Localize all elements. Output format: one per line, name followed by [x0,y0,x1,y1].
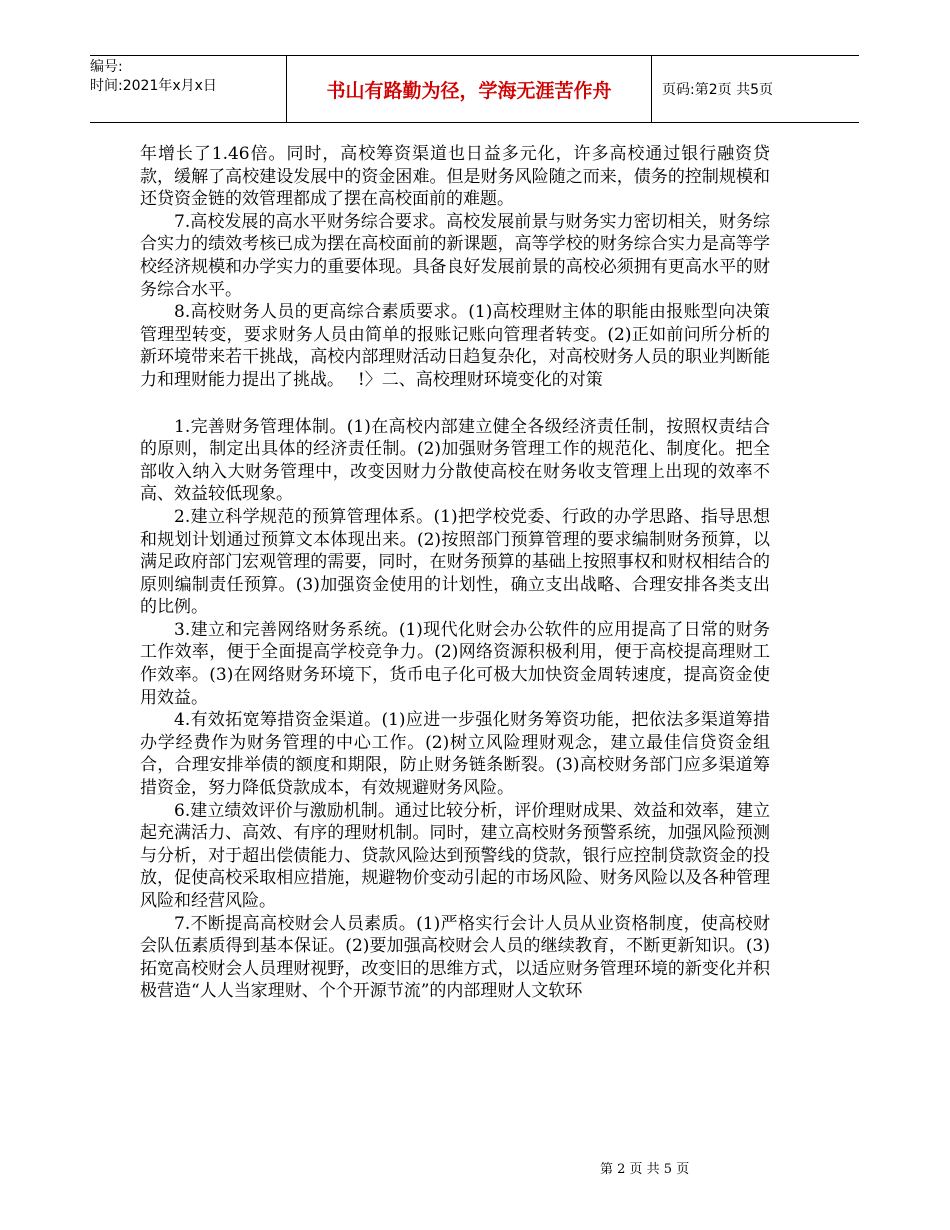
header-meta [90,56,286,122]
paragraph: 2.建立科学规范的预算管理体系。(1)把学校党委、行政的办学思路、指导思想和规划计划通过预算文本体现出来。(2)按照部门预算管理的要求编制财务预算，以满足政府部门宏观管理的需要，同时，在财务预算的基础上按照事权和财权相结合的原则编制责任预算。(3)加强资金使用的计划性，确立支出战略、合理安排各类支出的比例。 [140,506,770,618]
page-header [90,55,859,123]
paragraph: 6.建立绩效评价与激励机制。通过比较分析，评价理财成果、效益和效率，建立起充满活力、高效、有序的理财机制。同时，建立高校财务预警系统，加强风险预测与分析，对于超出偿债能力、贷款风险达到预警线的贷款，银行应控制贷款资金的投放，促使高校采取相应措施，规避物价变动引起的市场风险、财务风险以及各种管理风险和经营风险。 [140,800,770,911]
paragraph: 8.高校财务人员的更高综合素质要求。(1)高校理财主体的职能由报账型向决策管理型转变，要求财务人员由简单的报账记账向管理者转变。(2)正如前问所分析的新环境带来若干挑战，高校内部理财活动日趋复杂化，对高校财务人员的职业判断能力和理财能力提出了挑战。 !〉二、高校理财环境变化的对策 [140,302,770,390]
paragraph-gap [140,392,770,416]
paragraph: 4.有效拓宽筹措资金渠道。(1)应进一步强化财务筹资功能，把依法多渠道筹措办学经费作为财务管理的中心工作。(2)树立风险理财观念，建立最佳信贷资金组合，合理安排举债的额度和期限，防止财务链条断裂。(3)高校财务部门应多渠道筹措资金，努力降低贷款成本，有效规避财务风险。 [140,710,770,799]
header-motto: 书山有路勤为径，学海无涯苦作舟 [286,56,652,122]
paragraph: 7.不断提高高校财会人员素质。(1)严格实行会计人员从业资格制度，使高校财会队伍素质得到基本保证。(2)要加强高校财会人员的继续教育，不断更新知识。(3)拓宽高校财会人员理财视野，改变旧的思维方式，以适应财务管理环境的新变化并积极营造“人人当家理财、个个开源节流”的内部理财人文软环 [140,913,770,1002]
paragraph: 1.完善财务管理体制。(1)在高校内部建立健全各级经济责任制，按照权责结合的原则，制定出具体的经济责任制。(2)加强财务管理工作的规范化、制度化。把全部收入纳入大财务管理中，改变因财力分散使高校在财务收支管理上出现的效率不高、效益较低现象。 [140,416,770,505]
page-footer: 第 2 页 共 5 页 [600,1162,690,1177]
paragraph: 7.高校发展的高水平财务综合要求。高校发展前景与财务实力密切相关，财务综合实力的绩效考核已成为摆在高校面前的新课题，高等学校的财务综合实力是高等学校经济规模和办学实力的重要体现。具备良好发展前景的高校必须拥有更高水平的财务综合水平。 [140,211,770,300]
paragraph: 3.建立和完善网络财务系统。(1)现代化财会办公软件的应用提高了日常的财务工作效率，便于全面提高学校竞争力。(2)网络资源积极利用，便于高校提高理财工作效率。(3)在网络财务环境下，货币电子化可极大加快资金周转速度，提高资金使用效益。 [140,619,770,708]
header-page-info: 页码:第2页 共5页 [662,82,773,98]
paragraph: 年增长了1.46倍。同时，高校筹资渠道也日益多元化，许多高校通过银行融资贷款，缓解了高校建设发展中的资金困难。但是财务风险随之而来，债务的控制规模和还贷资金链的效管理都成了摆在高校面前的难题。 [140,144,770,210]
document-time-label: 时间:2021年x月x日 [90,78,217,94]
document-body [140,143,770,1003]
document-number-label: 编号: [90,59,123,75]
